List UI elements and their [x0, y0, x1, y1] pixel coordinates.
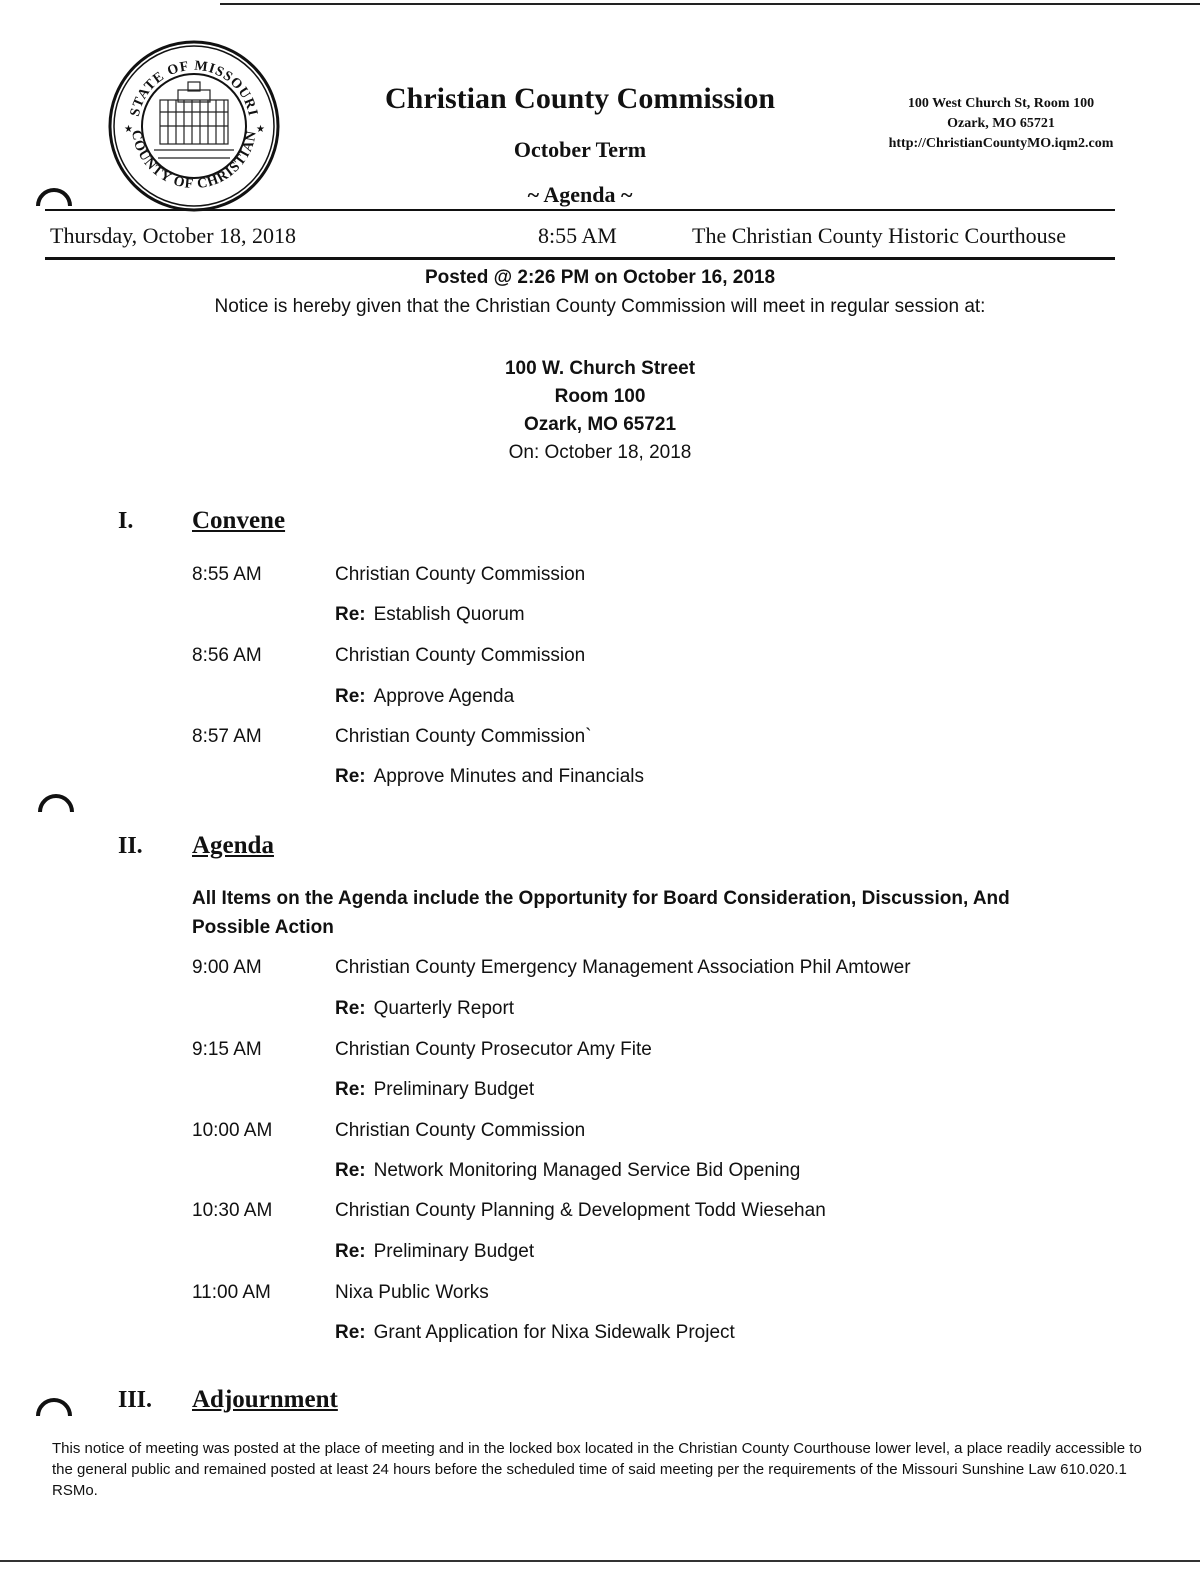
agenda-heading: ~ Agenda ~: [527, 182, 633, 207]
item-presenter: Christian County Commission`: [335, 726, 592, 747]
item-time: 10:30 AM: [192, 1200, 273, 1221]
item-time: 8:57 AM: [192, 726, 262, 747]
svg-text:★: ★: [256, 124, 265, 135]
item-presenter: Christian County Commission: [335, 1120, 586, 1141]
section-number: III.: [118, 1387, 153, 1413]
item-subject-text: Quarterly Report: [373, 998, 515, 1019]
meeting-place: The Christian County Historic Courthouse: [692, 223, 1066, 248]
item-presenter: Christian County Commission: [335, 645, 586, 666]
re-label: Re:: [335, 766, 366, 787]
item-subject-text: Grant Application for Nixa Sidewalk Project: [373, 1322, 735, 1343]
punch-hole-mark: [34, 1390, 74, 1422]
re-label: Re:: [335, 998, 366, 1019]
item-subject-text: Network Monitoring Managed Service Bid Opening: [373, 1160, 801, 1181]
svg-text:COUNTY OF CHRISTIAN: [128, 129, 260, 192]
location-street: 100 W. Church Street: [504, 358, 696, 379]
location-date: On: October 18, 2018: [508, 442, 692, 463]
item-subject-text: Preliminary Budget: [373, 1079, 535, 1100]
item-subject: [335, 604, 525, 626]
website-link[interactable]: http://ChristianCountyMO.iqm2.com: [888, 136, 1114, 151]
courthouse-icon: [154, 82, 234, 158]
section-number: I.: [118, 508, 134, 534]
item-time: 11:00 AM: [192, 1282, 271, 1303]
footer-notice: This notice of meeting was posted at the place of meeting and in the locked box located in the Christian County Courthouse lower level, a place readily accessible to the general public and remained posted at least 24 hours before the scheduled time of said meeting per the requirements of the Missouri Sunshine Law 610.020.1 RSMo.: [52, 1440, 1142, 1499]
item-subject: [335, 1079, 534, 1101]
address-line-2: Ozark, MO 65721: [947, 116, 1055, 131]
item-time: 9:00 AM: [192, 957, 262, 978]
top-border-line: [220, 3, 1200, 5]
contact-address: [840, 94, 1162, 154]
item-subject: [335, 1241, 534, 1263]
item-subject-text: Approve Agenda: [373, 686, 515, 707]
item-subject-text: Preliminary Budget: [373, 1241, 535, 1262]
item-time: 10:00 AM: [192, 1120, 273, 1141]
item-time: 8:55 AM: [192, 564, 262, 585]
re-label: Re:: [335, 1241, 366, 1262]
county-seal: [108, 40, 280, 212]
item-subject: [335, 1160, 800, 1182]
notice-text: Notice is hereby given that the Christian County Commission will meet in regular session at:: [214, 296, 986, 317]
seal-text-top: STATE OF MISSOURI: [127, 58, 261, 118]
item-presenter: Christian County Prosecutor Amy Fite: [335, 1039, 652, 1060]
term-label: October Term: [513, 137, 647, 162]
meeting-date: Thursday, October 18, 2018: [50, 223, 297, 248]
item-subject: [335, 766, 644, 788]
dateline-divider: [45, 257, 1115, 260]
section-number: II.: [118, 833, 143, 859]
svg-text:STATE OF MISSOURI: [128, 59, 260, 118]
re-label: Re:: [335, 1079, 366, 1100]
item-subject-text: Establish Quorum: [373, 604, 525, 625]
section-title-convene: Convene: [192, 507, 286, 534]
location-room: Room 100: [554, 386, 646, 407]
location-city: Ozark, MO 65721: [523, 414, 677, 435]
item-presenter: Christian County Emergency Management Association Phil Amtower: [335, 957, 911, 978]
bottom-border-line: [0, 1560, 1200, 1562]
item-subject-text: Approve Minutes and Financials: [373, 766, 644, 787]
address-line-1: 100 West Church St, Room 100: [907, 96, 1095, 111]
meeting-location: [0, 355, 1200, 467]
posted-notice: Posted @ 2:26 PM on October 16, 2018: [424, 267, 776, 288]
svg-text:★: ★: [124, 124, 133, 135]
re-label: Re:: [335, 1160, 366, 1181]
item-subject: [335, 686, 514, 708]
item-subject: [335, 998, 514, 1020]
re-label: Re:: [335, 686, 366, 707]
item-presenter: Nixa Public Works: [335, 1282, 489, 1303]
item-presenter: Christian County Commission: [335, 564, 586, 585]
meeting-time: 8:55 AM: [538, 223, 617, 248]
page-title: Christian County Commission: [384, 82, 776, 115]
re-label: Re:: [335, 604, 366, 625]
item-subject: [335, 1322, 735, 1344]
item-presenter: Christian County Planning & Development Todd Wiesehan: [335, 1200, 826, 1221]
punch-hole-mark: [34, 180, 74, 212]
agenda-intro: All Items on the Agenda include the Opportunity for Board Consideration, Discussion, And Possible Action: [192, 888, 1010, 938]
seal-text-bottom: COUNTY OF CHRISTIAN: [128, 129, 260, 193]
re-label: Re:: [335, 1322, 366, 1343]
item-time: 8:56 AM: [192, 645, 262, 666]
item-time: 9:15 AM: [192, 1039, 262, 1060]
section-title-agenda: Agenda: [192, 832, 274, 859]
section-title-adjournment: Adjournment: [192, 1386, 338, 1413]
punch-hole-mark: [36, 786, 76, 818]
header-divider: [45, 209, 1115, 211]
